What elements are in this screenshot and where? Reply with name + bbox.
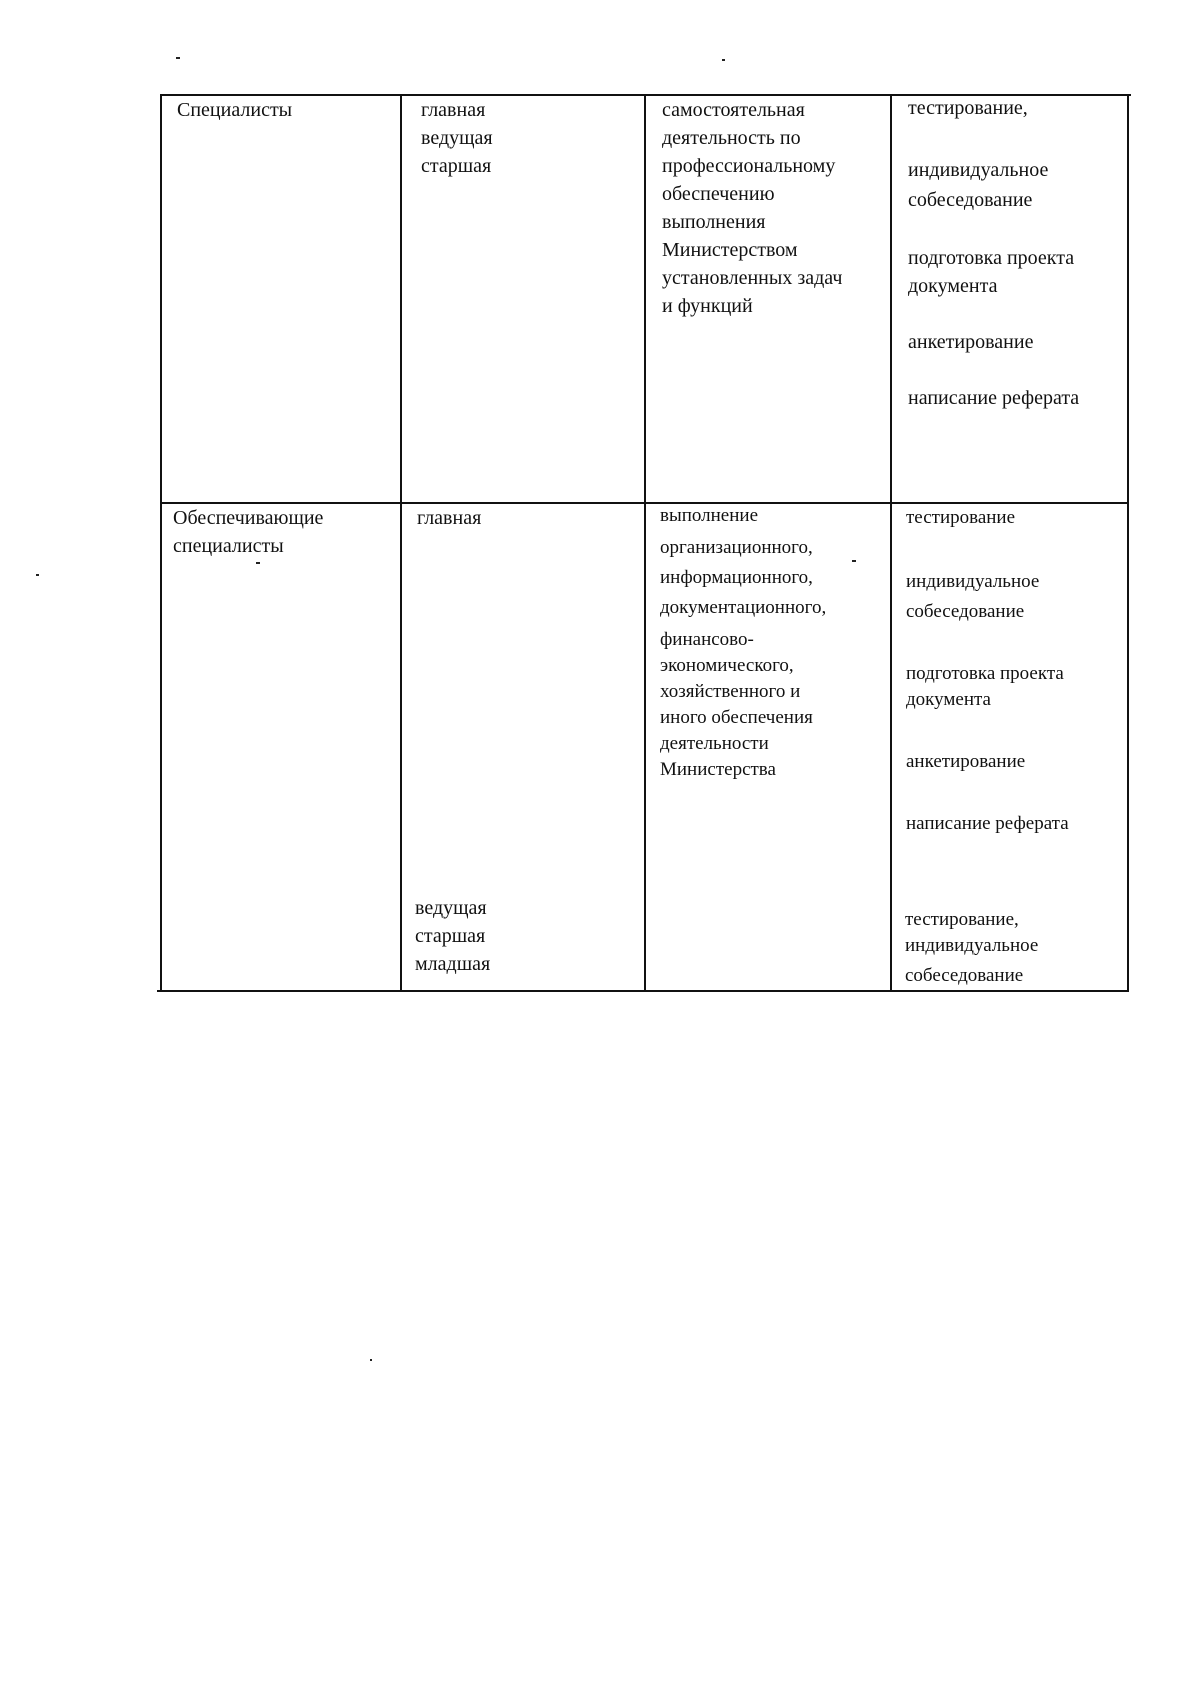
method-item: собеседование bbox=[905, 965, 1024, 986]
scan-speck bbox=[370, 1359, 372, 1361]
group-item: ведущая bbox=[415, 897, 487, 919]
category-text: специалисты bbox=[173, 535, 284, 557]
row2-methods bbox=[906, 504, 1121, 944]
row2-sub-methods bbox=[905, 906, 1120, 990]
description-line: и функций bbox=[662, 295, 753, 317]
scan-speck bbox=[176, 57, 180, 59]
description-line: информационного, bbox=[660, 567, 813, 588]
method-item: индивидуальное bbox=[906, 571, 1040, 592]
description-line: выполнения bbox=[662, 211, 766, 233]
description-line: выполнение bbox=[660, 505, 759, 526]
row1-description bbox=[662, 96, 842, 320]
row2-category bbox=[173, 504, 323, 560]
group-item: главная bbox=[421, 99, 486, 121]
description-line: документационного, bbox=[660, 597, 827, 618]
method-item: написание реферата bbox=[908, 387, 1080, 409]
competencies-table bbox=[157, 94, 1131, 992]
table-border-left bbox=[160, 94, 162, 992]
column-divider bbox=[644, 94, 646, 992]
group-item: младшая bbox=[415, 953, 491, 975]
row2-description bbox=[660, 502, 885, 792]
row2-groups bbox=[417, 504, 481, 532]
method-item: анкетирование bbox=[908, 331, 1034, 353]
description-line: Министерством bbox=[662, 239, 798, 261]
scan-speck bbox=[36, 574, 39, 576]
category-text: Обеспечивающие bbox=[173, 507, 324, 529]
description-line: обеспечению bbox=[662, 183, 775, 205]
description-line: установленных задач bbox=[662, 267, 843, 289]
description-line: деятельности bbox=[660, 733, 769, 754]
column-divider bbox=[890, 94, 892, 992]
method-item: собеседование bbox=[906, 601, 1025, 622]
group-item: ведущая bbox=[421, 127, 493, 149]
row1-groups bbox=[421, 96, 493, 180]
description-line: иного обеспечения bbox=[660, 707, 813, 728]
description-line: хозяйственного и bbox=[660, 681, 801, 702]
method-item: индивидуальное bbox=[905, 935, 1039, 956]
group-item: старшая bbox=[421, 155, 492, 177]
group-item: главная bbox=[417, 507, 482, 529]
row1-category bbox=[177, 96, 292, 124]
row2-sub-groups bbox=[415, 894, 490, 978]
method-item: подготовка проекта bbox=[908, 247, 1075, 269]
method-item: подготовка проекта bbox=[906, 663, 1064, 684]
method-item: тестирование, bbox=[908, 97, 1028, 119]
method-item: собеседование bbox=[908, 189, 1033, 211]
table-border-bottom bbox=[157, 990, 1127, 992]
method-item: документа bbox=[906, 689, 991, 710]
row1-methods bbox=[908, 94, 1118, 494]
table-border-right bbox=[1127, 94, 1129, 992]
method-item: анкетирование bbox=[906, 751, 1026, 772]
scan-speck bbox=[722, 59, 725, 61]
category-text: Специалисты bbox=[177, 99, 293, 121]
group-item: старшая bbox=[415, 925, 486, 947]
description-line: самостоятельная bbox=[662, 99, 805, 121]
description-line: организационного, bbox=[660, 537, 813, 558]
description-line: Министерства bbox=[660, 759, 776, 780]
column-divider bbox=[400, 94, 402, 992]
method-item: написание реферата bbox=[906, 813, 1069, 834]
method-item: тестирование bbox=[906, 507, 1016, 528]
method-item: индивидуальное bbox=[908, 159, 1049, 181]
description-line: финансово- bbox=[660, 629, 754, 650]
method-item: тестирование, bbox=[905, 909, 1019, 930]
description-line: профессиональному bbox=[662, 155, 836, 177]
description-line: деятельность по bbox=[662, 127, 801, 149]
description-line: экономического, bbox=[660, 655, 794, 676]
method-item: документа bbox=[908, 275, 998, 297]
